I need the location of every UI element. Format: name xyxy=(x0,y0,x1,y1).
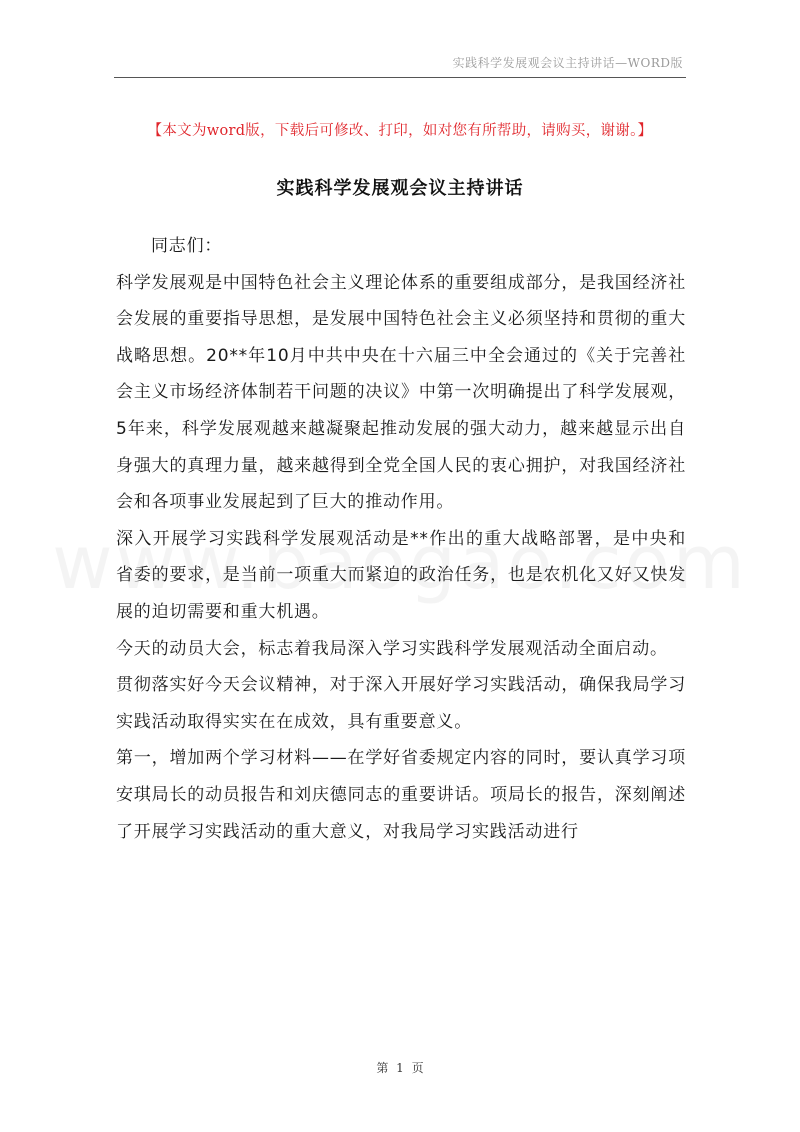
salutation: 同志们： xyxy=(151,236,223,256)
document-body xyxy=(116,228,686,850)
paragraph: 第一，增加两个学习材料——在学好省委规定内容的同时，要认真学习项安琪局长的动员报告和刘庆德同志的重要讲话。项局长的报告，深刻阐述了开展学习实践活动的重大意义，对我局学习实践活动进行 xyxy=(116,748,686,842)
download-notice: 【本文为word版，下载后可修改、打印，如对您有所帮助，请购买，谢谢。】 xyxy=(147,123,653,139)
page-number: 第 1 页 xyxy=(376,1061,424,1075)
paragraph: 贯彻落实好今天会议精神，对于深入开展好学习实践活动，确保我局学习实践活动取得实实在在成效，具有重要意义。 xyxy=(116,675,686,732)
running-header: 实践科学发展观会议主持讲话—WORD版 xyxy=(452,56,683,70)
header-divider xyxy=(114,77,686,78)
paragraph: 深入开展学习实践科学发展观活动是**作出的重大战略部署，是中央和省委的要求，是当前一项重大而紧迫的政治任务，也是农机化又好又快发展的迫切需要和重大机遇。 xyxy=(116,528,686,622)
document-title: 实践科学发展观会议主持讲话 xyxy=(276,178,524,199)
paragraph: 今天的动员大会，标志着我局深入学习实践科学发展观活动全面启动。 xyxy=(116,638,668,659)
paragraph: 科学发展观是中国特色社会主义理论体系的重要组成部分，是我国经济社会发展的重要指导思想，是发展中国特色社会主义必须坚持和贯彻的重大战略思想。20**年10月中共中央在十六届三中全会通过的《关于完善社会主义市场经济体制若干问题的决议》中第一次明确提出了科学发展观，5年来，科学发展观越来越凝聚起推动发展的强大动力，越来越显示出自身强大的真理力量，越来越得到全党全国人民的衷心拥护，对我国经济社会和各项事业发展起到了巨大的推动作用。 xyxy=(116,272,686,513)
